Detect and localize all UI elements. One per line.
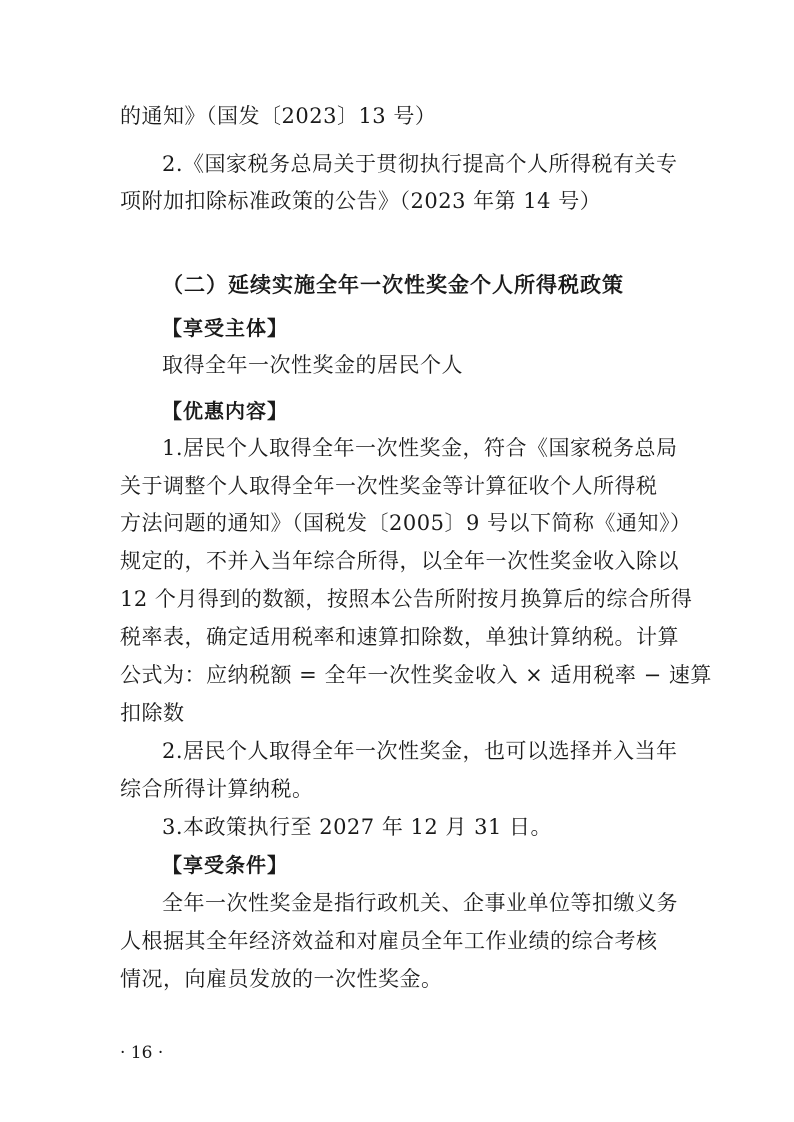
content-line: 税率表，确定适用税率和速算扣除数，单独计算纳税。计算 (120, 625, 679, 649)
item-3-line: 3.本政策执行至 2027 年 12 月 31 日。 (162, 815, 552, 839)
page-number: · 16 · (120, 1043, 164, 1063)
condition-line: 全年一次性奖金是指行政机关、企事业单位等扣缴义务 (162, 891, 678, 915)
section-title: （二）延续实施全年一次性奖金个人所得税政策 (162, 273, 624, 297)
content-line: 公式为：应纳税额 = 全年一次性奖金收入 × 适用税率 − 速算 (120, 663, 712, 687)
condition-line: 情况，向雇员发放的一次性奖金。 (120, 967, 443, 991)
subject-label: 【享受主体】 (162, 316, 288, 340)
reference-item-2-line-2: 项附加扣除标准政策的公告》（2023 年第 14 号） (120, 189, 602, 213)
subject-text: 取得全年一次性奖金的居民个人 (162, 353, 463, 377)
content-line: 12 个月得到的数额，按照本公告所附按月换算后的综合所得 (120, 587, 693, 611)
reference-item-2-line-1: 2.《国家税务总局关于贯彻执行提高个人所得税有关专 (162, 152, 678, 176)
content-line: 关于调整个人取得全年一次性奖金等计算征收个人所得税 (120, 474, 658, 498)
item-2-line: 2.居民个人取得全年一次性奖金，也可以选择并入当年 (162, 739, 678, 763)
content-line: 扣除数 (120, 701, 185, 725)
condition-label: 【享受条件】 (162, 853, 288, 877)
content-line: 规定的，不并入当年综合所得，以全年一次性奖金收入除以 (120, 549, 679, 573)
content-line: 1.居民个人取得全年一次性奖金，符合《国家税务总局 (162, 436, 678, 460)
content-label: 【优惠内容】 (162, 399, 288, 423)
content-line: 方法问题的通知》（国税发〔2005〕9 号以下简称《通知》） (120, 511, 692, 535)
reference-continuation: 的通知》（国发〔2023〕13 号） (120, 104, 437, 128)
item-2-line: 综合所得计算纳税。 (120, 777, 314, 801)
condition-line: 人根据其全年经济效益和对雇员全年工作业绩的综合考核 (120, 929, 658, 953)
